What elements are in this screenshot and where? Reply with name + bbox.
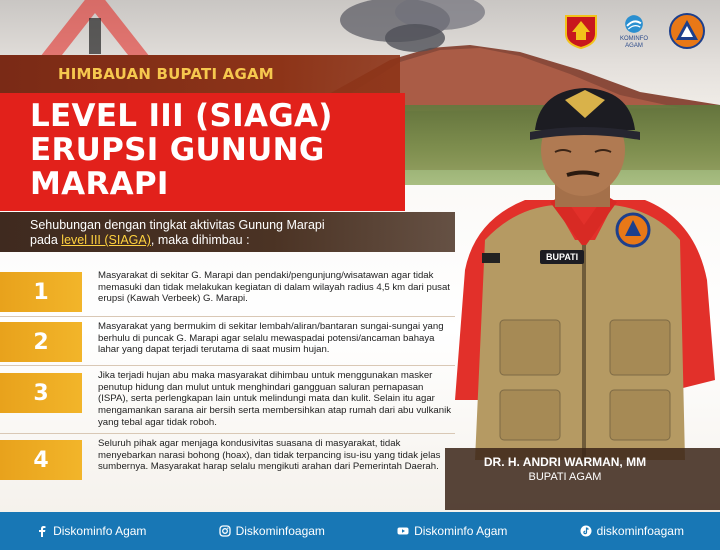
instagram-label: Diskominfoagam (235, 524, 325, 538)
item-number-box (0, 373, 82, 413)
item-number: 4 (33, 447, 49, 473)
social-instagram[interactable] (219, 524, 325, 538)
logo-group (562, 12, 706, 50)
youtube-icon (397, 525, 409, 537)
caption (480, 455, 650, 483)
intro-suffix: , maka dihimbau : (150, 233, 250, 247)
tiktok-label: diskominfoagam (596, 524, 684, 538)
social-youtube[interactable] (397, 524, 507, 538)
person-role: BUPATI AGAM (528, 471, 602, 483)
subtitle-bar (0, 55, 400, 93)
social-tiktok[interactable] (580, 524, 684, 538)
intro-text (30, 218, 450, 248)
bpbd-logo (668, 12, 706, 50)
kominfo-label: KOMINFO (620, 36, 648, 42)
social-footer (0, 512, 720, 550)
item-text: Masyarakat yang bermukim di sekitar lembah/aliran/bantaran sungai-sungai yang berhulu di puncak G. Marapi agar selalu mewaspadai potensi/ancaman bahaya lahar yang dapat terjadi terutama di saat musim hujan. (98, 321, 444, 356)
facebook-icon (36, 525, 48, 537)
intro-line-1: Sehubungan dengan tingkat aktivitas Gunung Marapi (30, 218, 325, 232)
item-divider (0, 433, 455, 434)
item-number: 2 (33, 329, 49, 355)
kominfo-agam-label: AGAM (625, 43, 643, 49)
item-text: Masyarakat di sekitar G. Marapi dan pendaki/pengunjung/wisatawan agar tidak memasuki dan tidak melakukan kegiatan di dalam wilayah radius 4,5 km dari pusat erupsi (Kawah Verbeek) G. Marapi. (98, 270, 450, 305)
item-divider (0, 316, 455, 317)
instagram-icon (219, 525, 231, 537)
level-highlight: level III (SIAGA) (61, 233, 151, 247)
item-number-box (0, 440, 82, 480)
regent-portrait (445, 80, 720, 510)
item-number-box (0, 272, 82, 312)
youtube-label: Diskominfo Agam (414, 524, 508, 538)
tiktok-icon (580, 525, 592, 537)
item-text: Seluruh pihak agar menjaga kondusivitas suasana di masyarakat, tidak menyebarkan narasi bohong (hoax), dan tidak terpancing isu-isu yang tidak jelas sumbernya. Masyarakat harap selalu mengikuti arahan dari Pemerintah Daerah. (98, 438, 441, 473)
intro-line-2 (30, 233, 450, 248)
title-line-3: MARAPI (30, 166, 169, 202)
subtitle: HIMBAUAN BUPATI AGAM (58, 65, 274, 83)
title-line-1: LEVEL III (SIAGA) (30, 98, 333, 134)
item-number: 1 (33, 279, 49, 305)
social-facebook[interactable] (36, 524, 146, 538)
kominfo-swirl-icon (621, 12, 647, 36)
person-name: DR. H. ANDRI WARMAN, MM (483, 455, 647, 469)
name-badge: BUPATI (540, 250, 584, 264)
agam-shield-icon (562, 12, 600, 50)
title-line-2: ERUPSI GUNUNG (30, 132, 325, 168)
kominfo-agam-logo (612, 12, 656, 50)
intro-prefix: pada (30, 233, 58, 247)
facebook-label: Diskominfo Agam (53, 524, 147, 538)
agam-regency-logo (562, 12, 600, 50)
item-number: 3 (33, 380, 49, 406)
item-text: Jika terjadi hujan abu maka masyarakat dihimbau untuk menggunakan masker penutup hidung dan mulut untuk menghindari gangguan saluran pernapasan (ISPA), serta perlengkapan lain untuk melindungi mata dan kulit. Selain itu agar mengamankan sarana air bersih serta membersihkan atap rumah dari abu vulkanik yang tebal agar tidak roboh. (98, 370, 452, 428)
bpbd-emblem-icon (668, 12, 706, 50)
item-divider (0, 365, 455, 366)
item-number-box (0, 322, 82, 362)
title-box (0, 93, 405, 211)
